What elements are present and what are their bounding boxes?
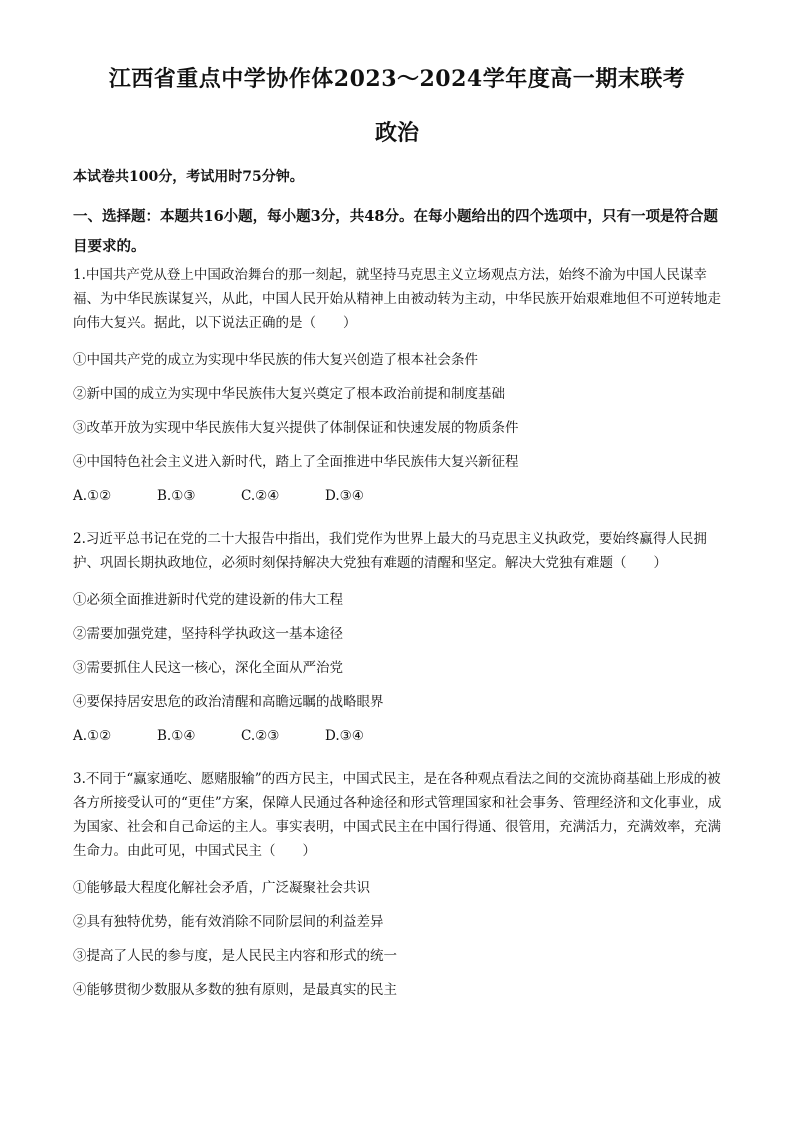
option-4: ④要保持居安思危的政治清醒和高瞻远瞩的战略眼界 <box>73 694 384 710</box>
option-4: ④中国特色社会主义进入新时代，踏上了全面推进中华民族伟大复兴新征程 <box>73 454 519 470</box>
choice-b: B.①③ <box>157 488 196 504</box>
option-1: ①必须全面推进新时代党的建设新的伟大工程 <box>73 592 343 608</box>
question-stem: 3.不同于“赢家通吃、愿赌服输”的西方民主，中国式民主，是在各种观点看法之间的交流协商基础上形成的被各方所接受认可的“更佳”方案，保障人民通过各种途径和形式管理国家和社会事务、管理经济和文化事业，成为国家、社会和自己命运的主人。事实表明，中国式民主在中国行得通、很管用，充满活力，充满效率，充满生命力。由此可见，中国式民主（ ） <box>73 771 722 859</box>
choice-c: C.②④ <box>241 488 280 504</box>
choice-b: B.①④ <box>157 728 196 744</box>
choice-a: A.①② <box>73 488 112 504</box>
question-stem: 2.习近平总书记在党的二十大报告中指出，我们党作为世界上最大的马克思主义执政党，要始终赢得人民拥护、巩固长期执政地位，必须时刻保持解决大党独有难题的清醒和坚定。解决大党独有难题（ ） <box>73 531 707 571</box>
option-3: ③需要抓住人民这一核心，深化全面从严治党 <box>73 660 343 676</box>
option-3: ③改革开放为实现中华民族伟大复兴提供了体制保证和快速发展的物质条件 <box>73 420 519 436</box>
exam-intro: 本试卷共100分，考试用时75分钟。 <box>73 169 304 185</box>
exam-title: 江西省重点中学协作体2023～2024学年度高一期末联考 <box>108 66 686 92</box>
choice-c: C.②③ <box>241 728 280 744</box>
option-1: ①能够最大程度化解社会矛盾，广泛凝聚社会共识 <box>73 880 370 896</box>
option-2: ②新中国的成立为实现中华民族伟大复兴奠定了根本政治前提和制度基础 <box>73 386 505 402</box>
option-1: ①中国共产党的成立为实现中华民族的伟大复兴创造了根本社会条件 <box>73 352 478 368</box>
option-4: ④能够贯彻少数服从多数的独有原则，是最真实的民主 <box>73 982 397 998</box>
answer-choices <box>73 725 723 747</box>
exam-subject: 政治 <box>374 120 419 146</box>
question-1 <box>73 263 723 507</box>
choice-d: D.③④ <box>325 488 364 504</box>
option-2: ②具有独特优势，能有效消除不同阶层间的利益差异 <box>73 914 384 930</box>
answer-choices <box>73 485 723 507</box>
question-stem: 1.中国共产党从登上中国政治舞台的那一刻起，就坚持马克思主义立场观点方法，始终不渝为中国人民谋幸福、为中华民族谋复兴，从此，中国人民开始从精神上由被动转为主动，中华民族开始艰难地但不可逆转地走向伟大复兴。据此，以下说法正确的是（ ） <box>73 267 721 331</box>
question-2 <box>73 527 723 747</box>
choice-d: D.③④ <box>325 728 364 744</box>
question-3 <box>73 767 723 1001</box>
option-3: ③提高了人民的参与度，是人民民主内容和形式的统一 <box>73 948 397 964</box>
section-heading: 一、选择题：本题共16小题，每小题3分，共48分。在每小题给出的四个选项中，只有一项是符合题目要求的。 <box>73 208 718 255</box>
choice-a: A.①② <box>73 728 112 744</box>
option-2: ②需要加强党建，坚持科学执政这一基本途径 <box>73 626 343 642</box>
